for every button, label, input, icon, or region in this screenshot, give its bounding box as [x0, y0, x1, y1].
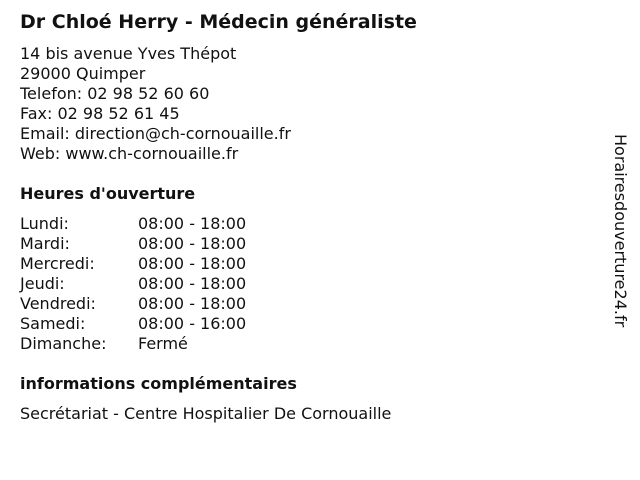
day-label: Mercredi: [20, 254, 95, 273]
address-line-street: 14 bis avenue Yves Thépot [20, 44, 237, 63]
phone-text: Telefon: 02 98 52 60 60 [20, 84, 210, 103]
opening-hours-heading: Heures d'ouverture [20, 184, 196, 203]
hours-row-sunday [20, 334, 246, 354]
hours-row-tuesday [20, 234, 246, 254]
fax-text: Fax: 02 98 52 61 45 [20, 104, 180, 123]
hours-row-wednesday [20, 254, 246, 274]
email-text: Email: direction@ch-cornouaille.fr [20, 124, 291, 143]
day-label: Vendredi: [20, 294, 96, 313]
day-label: Mardi: [20, 234, 70, 253]
day-hours: 08:00 - 18:00 [138, 234, 247, 253]
day-label: Dimanche: [20, 334, 107, 353]
day-hours: 08:00 - 18:00 [138, 254, 247, 273]
day-hours: 08:00 - 18:00 [138, 294, 247, 313]
opening-hours-table [20, 214, 246, 354]
hours-row-monday [20, 214, 246, 234]
site-watermark: Horairesdouverture24.fr [611, 134, 630, 328]
day-hours: 08:00 - 18:00 [138, 274, 247, 293]
day-label: Jeudi: [20, 274, 65, 293]
hours-row-friday [20, 294, 246, 314]
day-hours: Fermé [138, 334, 188, 353]
day-hours: 08:00 - 16:00 [138, 314, 247, 333]
day-label: Samedi: [20, 314, 86, 333]
hours-row-thursday [20, 274, 246, 294]
contact-block [20, 44, 291, 164]
web-text: Web: www.ch-cornouaille.fr [20, 144, 239, 163]
page-title: Dr Chloé Herry - Médecin généraliste [20, 11, 417, 33]
additional-info-heading: informations complémentaires [20, 374, 297, 393]
day-label: Lundi: [20, 214, 69, 233]
additional-info-text: Secrétariat - Centre Hospitalier De Cornouaille [20, 404, 392, 423]
address-line-city: 29000 Quimper [20, 64, 146, 83]
hours-row-saturday [20, 314, 246, 334]
day-hours: 08:00 - 18:00 [138, 214, 247, 233]
